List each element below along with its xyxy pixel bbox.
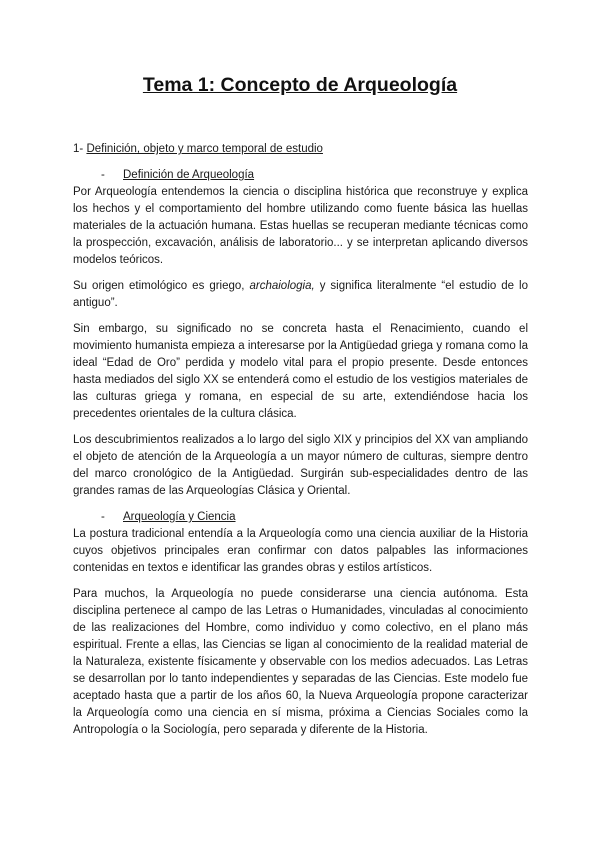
paragraph: Los descubrimientos realizados a lo largo del siglo XIX y principios del XX van ampliando el objeto de atención de la Arqueología a un mayor número de culturas, siempre dentro del marco cronológico de la Antigüedad. Surgirán sub-especialidades dentro de las grandes ramas de las Arqueologías Clásica y Oriental.	[73, 434, 528, 497]
paragraph: La postura tradicional entendía a la Arqueología como una ciencia auxiliar de la Historia cuyos objetivos principales eran confirmar con datos palpables las informaciones contenidas en textos e identificar las grandes obras y estilos artísticos.	[73, 528, 528, 574]
bullet-dash: -	[101, 169, 105, 181]
italic-term: archaiologia,	[249, 280, 315, 292]
section-heading	[73, 141, 528, 158]
subsection-heading	[73, 509, 528, 526]
section-label: Definición, objeto y marco temporal de estudio	[86, 143, 323, 155]
subsection-heading	[73, 167, 528, 184]
paragraph	[73, 278, 528, 312]
paragraph-text: Su origen etimológico es griego,	[73, 280, 250, 292]
subsection-label: Definición de Arqueología	[123, 169, 255, 181]
paragraph: Por Arqueología entendemos la ciencia o disciplina histórica que reconstruye y explica los hechos y el comportamiento del hombre utilizando como fuente básica las huellas materiales de la actuación humana. Estas huellas se recuperan mediante técnicas como la prospección, excavación, análisis de laboratorio... y se interpretan aplicando diversos modelos teóricos.	[73, 186, 528, 266]
subsection-label: Arqueología y Ciencia	[123, 511, 236, 523]
bullet-dash: -	[101, 511, 105, 523]
paragraph-text: y significa literalmente “el estudio de lo antiguo”.	[73, 280, 528, 309]
section-number: 1-	[73, 143, 84, 155]
paragraph: Para muchos, la Arqueología no puede considerarse una ciencia autónoma. Esta disciplina pertenece al campo de las Letras o Humanidades, vinculadas al conocimiento de las realizaciones del Hombre, como individuo y como colectivo, en el plano más espiritual. Frente a ellas, las Ciencias se ligan al conocimiento de la realidad material de la Naturaleza, existente físicamente y observable con los medios adecuados. Las Letras se desarrollan por lo tanto independientes y separadas de las Ciencias. Este modelo fue aceptado hasta que a partir de los años 60, la Nueva Arqueología propone caracterizar la Arqueología como una ciencia en sí misma, próxima a Ciencias Sociales como la Antropología o la Sociología, pero separada y diferente de la Historia.	[73, 588, 528, 736]
paragraph: Sin embargo, su significado no se concreta hasta el Renacimiento, cuando el movimiento humanista empieza a interesarse por la Antigüedad griega y romana como la ideal “Edad de Oro” perdida y modelo vital para el propio presente. Desde entonces hasta mediados del siglo XX se entenderá como el estudio de los vestigios materiales de las culturas griega y romana, en especial de su arte, extendiéndose hacia los precedentes orientales de la cultura clásica.	[73, 323, 528, 420]
page-title: Tema 1: Concepto de Arqueología	[142, 74, 458, 96]
